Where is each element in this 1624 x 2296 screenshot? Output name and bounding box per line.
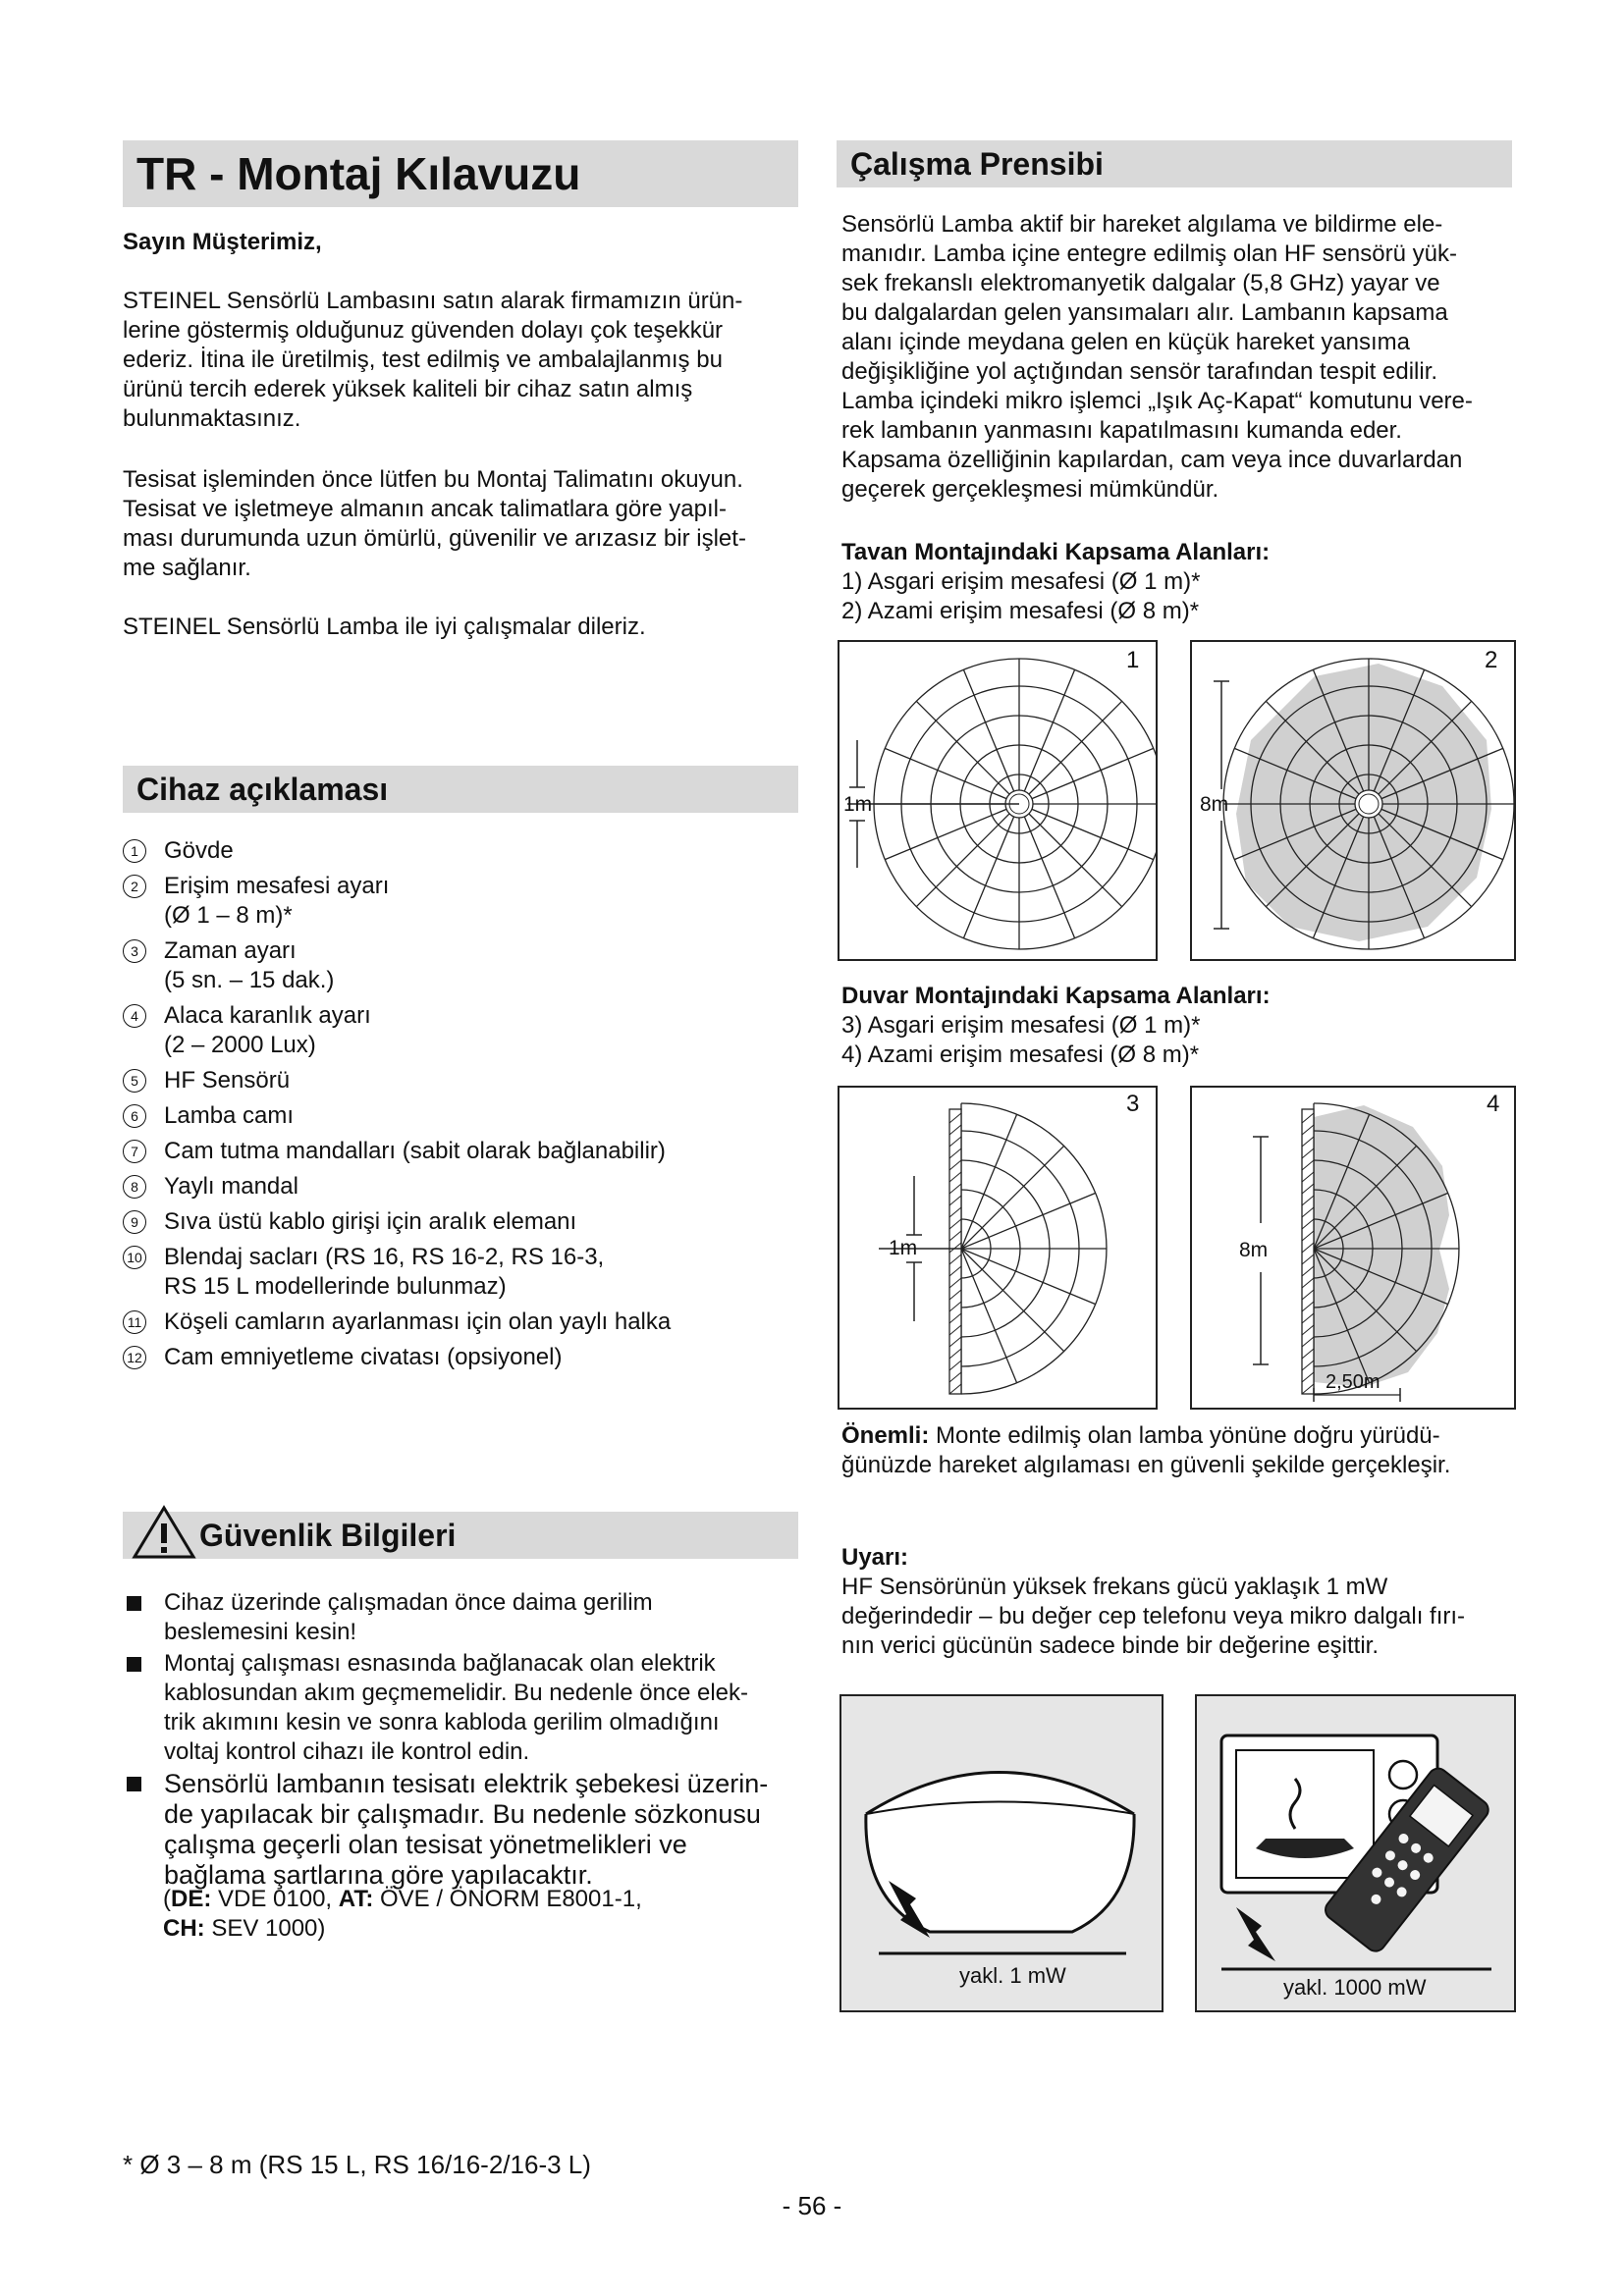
bullet-square-icon — [127, 1596, 141, 1611]
item-number-badge: 12 — [123, 1346, 146, 1369]
text-line: 3) Asgari erişim mesafesi (Ø 1 m)* — [841, 1012, 1201, 1039]
text-line: alanı içinde meydana gelen en küçük hareket yansıma — [841, 329, 1411, 355]
figure-ceiling-max — [1190, 640, 1516, 961]
text-line: 2) Azami erişim mesafesi (Ø 8 m)* — [841, 598, 1200, 624]
warning-paragraph — [841, 1543, 1465, 1661]
safety-item-text: bağlama şartlarına göre yapılacaktır. — [164, 1860, 593, 1890]
safety-item-text: beslemesini kesin! — [164, 1619, 357, 1645]
warning-title: Uyarı: — [841, 1544, 909, 1571]
item-number-badge: 4 — [123, 1004, 146, 1028]
fig2-label: 8m — [1200, 793, 1229, 816]
device-item-text: HF Sensörü — [164, 1067, 291, 1094]
item-number-badge: 11 — [123, 1310, 146, 1334]
ceiling-title: Tavan Montajındaki Kapsama Alanları: — [841, 539, 1271, 565]
text-line: STEINEL Sensörlü Lambasını satın alarak firmamızın ürün- — [123, 288, 743, 314]
device-item — [123, 1172, 798, 1201]
text-line: değişikliğine yol açtığından sensör tarafından tespit edilir. — [841, 358, 1438, 385]
norms-text — [163, 1885, 642, 1944]
safety-item-text: Montaj çalışması esnasında bağlanacak olan elektrik — [164, 1650, 716, 1677]
text-line: Sensörlü Lamba aktif bir hareket algılama ve bildirme ele- — [841, 211, 1443, 238]
safety-item — [123, 1588, 798, 1647]
text-line: Kapsama özelliğinin kapılardan, cam veya ince duvarlardan — [841, 447, 1463, 473]
device-item-text: Erişim mesafesi ayarı — [164, 873, 390, 899]
safety-item-text: voltaj kontrol cihazı ile kontrol edin. — [164, 1738, 530, 1765]
bullet-square-icon — [127, 1777, 141, 1791]
text-line: me sağlanır. — [123, 555, 251, 581]
fig3-label: 1m — [889, 1237, 918, 1259]
text-line: ması durumunda uzun ömürlü, güvenilir ve arızasız bir işlet- — [123, 525, 746, 552]
install-paragraph — [123, 465, 746, 583]
device-item-text: Gövde — [164, 837, 234, 864]
device-item-text: Sıva üstü kablo girişi için aralık elemanı — [164, 1208, 577, 1235]
safety-section-title — [123, 1512, 798, 1559]
figure-wall-min — [838, 1086, 1158, 1410]
page-title: TR - Montaj Kılavuzu — [123, 140, 798, 207]
important-note — [841, 1421, 1450, 1480]
warning-triangle-icon — [131, 1504, 197, 1561]
text-line: HF Sensörünün yüksek frekans gücü yaklaşık 1 mW — [841, 1574, 1388, 1600]
device-list — [123, 836, 798, 1378]
device-item-text: Yaylı mandal — [164, 1173, 298, 1200]
greeting: Sayın Müşterimiz, — [123, 229, 322, 255]
fig4-number: 4 — [1487, 1091, 1500, 1117]
item-number-badge: 7 — [123, 1140, 146, 1163]
safety-item-text: trik akımını kesin ve sonra kabloda gerilim olmadığını — [164, 1709, 720, 1735]
text-line: 1) Asgari erişim mesafesi (Ø 1 m)* — [841, 568, 1201, 595]
bullet-square-icon — [127, 1657, 141, 1672]
principle-paragraph — [841, 210, 1473, 505]
safety-item-text: kablosundan akım geçmemelidir. Bu nedenle önce elek- — [164, 1680, 749, 1706]
footnote: * Ø 3 – 8 m (RS 15 L, RS 16/16-2/16-3 L) — [123, 2150, 591, 2179]
principle-section-title: Çalışma Prensibi — [837, 140, 1512, 187]
norms-line-1: (DE: VDE 0100, AT: ÖVE / ÖNORM E8001-1, — [163, 1886, 642, 1912]
wall-coverage — [841, 982, 1271, 1070]
item-number-badge: 9 — [123, 1210, 146, 1234]
item-number-badge: 8 — [123, 1175, 146, 1199]
device-item — [123, 1137, 798, 1166]
device-item-text: RS 15 L modellerinde bulunmaz) — [164, 1273, 507, 1300]
power-label-phone: yakl. 1000 mW — [1283, 1975, 1427, 2000]
note-line-1: Önemli: Monte edilmiş olan lamba yönüne doğru yürüdü- — [841, 1422, 1440, 1449]
wall-title: Duvar Montajındaki Kapsama Alanları: — [841, 983, 1271, 1009]
item-number-badge: 6 — [123, 1104, 146, 1128]
text-line: bulunmaktasınız. — [123, 405, 301, 432]
device-item-text: Cam tutma mandalları (sabit olarak bağlanabilir) — [164, 1138, 666, 1164]
device-item-text: (5 sn. – 15 dak.) — [164, 967, 335, 993]
device-item — [123, 1343, 798, 1372]
device-item — [123, 1001, 798, 1060]
text-line: geçerek gerçekleşmesi mümkündür. — [841, 476, 1219, 503]
ceiling-min-diagram — [839, 642, 1156, 959]
device-item — [123, 1101, 798, 1131]
figure-ceiling-min — [838, 640, 1158, 961]
item-number-badge: 2 — [123, 875, 146, 898]
power-label-lamp: yakl. 1 mW — [959, 1963, 1066, 1988]
safety-item-text: de yapılacak bir çalışmadır. Bu nedenle sözkonusu — [164, 1799, 761, 1829]
safety-title-text: Güvenlik Bilgileri — [199, 1518, 457, 1553]
arrow-down-icon — [1236, 1907, 1275, 1961]
fig3-number: 3 — [1126, 1091, 1140, 1117]
text-line: 4) Azami erişim mesafesi (Ø 8 m)* — [841, 1041, 1200, 1068]
text-line: sek frekanslı elektromanyetik dalgalar (5,8 GHz) yayar ve — [841, 270, 1440, 296]
device-item-text: Alaca karanlık ayarı — [164, 1002, 371, 1029]
safety-item-text: Sensörlü lambanın tesisatı elektrik şebekesi üzerin- — [164, 1769, 769, 1798]
safety-item — [123, 1649, 798, 1767]
lamp-illustration — [841, 1696, 1162, 2010]
text-line: Tesisat işleminden önce lütfen bu Montaj Talimatını okuyun. — [123, 466, 743, 493]
device-item-text: (Ø 1 – 8 m)* — [164, 902, 293, 929]
safety-item — [123, 1769, 798, 1891]
ceiling-coverage — [841, 538, 1270, 626]
device-item-text: Lamba camı — [164, 1102, 295, 1129]
wall-min-diagram — [839, 1088, 1156, 1408]
figure-lamp-power — [839, 1694, 1164, 2012]
ceiling-max-diagram — [1192, 642, 1514, 959]
item-number-badge: 10 — [123, 1246, 146, 1269]
device-item — [123, 872, 798, 931]
device-item-text: (2 – 2000 Lux) — [164, 1032, 316, 1058]
fig4-label: 8m — [1239, 1239, 1269, 1261]
page-number: - 56 - — [782, 2191, 842, 2220]
item-number-badge: 5 — [123, 1069, 146, 1093]
device-item — [123, 1207, 798, 1237]
device-item — [123, 836, 798, 866]
wall-max-diagram — [1192, 1088, 1514, 1408]
device-item — [123, 1243, 798, 1302]
item-number-badge: 3 — [123, 939, 146, 963]
figure-wall-max — [1190, 1086, 1516, 1410]
item-number-badge: 1 — [123, 839, 146, 863]
device-item — [123, 1066, 798, 1095]
device-item — [123, 1308, 798, 1337]
device-item-text: Köşeli camların ayarlanması için olan yaylı halka — [164, 1308, 672, 1335]
microwave-phone-illustration — [1197, 1696, 1514, 2010]
fig4-dimension: 2,50m — [1326, 1371, 1380, 1393]
text-line: değerindedir – bu değer cep telefonu veya mikro dalgalı fırı- — [841, 1603, 1466, 1629]
safety-item-text: Cihaz üzerinde çalışmadan önce daima gerilim — [164, 1589, 653, 1616]
figure-phone-microwave-power — [1195, 1694, 1516, 2012]
fig1-number: 1 — [1126, 647, 1140, 673]
fig2-number: 2 — [1485, 647, 1498, 673]
closing-wish: STEINEL Sensörlü Lamba ile iyi çalışmalar dileriz. — [123, 614, 646, 640]
device-item-text: Zaman ayarı — [164, 937, 297, 964]
text-line: nın verici gücünün sadece binde bir değerine eşittir. — [841, 1632, 1380, 1659]
text-line: ederiz. İtina ile üretilmiş, test edilmiş ve ambalajlanmış bu — [123, 347, 723, 373]
intro-paragraph — [123, 287, 742, 434]
text-line: rek lambanın yanmasını kapatılmasını kumanda eder. — [841, 417, 1402, 444]
device-section-title: Cihaz açıklaması — [123, 766, 798, 813]
text-line: bu dalgalardan gelen yansımaları alır. Lambanın kapsama — [841, 299, 1448, 326]
text-line: ürünü tercih ederek yüksek kaliteli bir cihaz satın almış — [123, 376, 693, 402]
text-line: Tesisat ve işletmeye almanın ancak talimatlara göre yapıl- — [123, 496, 727, 522]
safety-item-text: çalışma geçerli olan tesisat yönetmelikleri ve — [164, 1830, 687, 1859]
device-item-text: Blendaj sacları (RS 16, RS 16-2, RS 16-3, — [164, 1244, 605, 1270]
device-item — [123, 936, 798, 995]
norms-line-2: CH: SEV 1000) — [163, 1915, 326, 1942]
text-line: Lamba içindeki mikro işlemci „Işık Aç-Kapat“ komutunu vere- — [841, 388, 1473, 414]
safety-list — [123, 1588, 798, 1893]
device-item-text: Cam emniyetleme civatası (opsiyonel) — [164, 1344, 563, 1370]
text-line: lerine göstermiş olduğunuz güvenden dolayı çok teşekkür — [123, 317, 724, 344]
text-line: manıdır. Lamba içine entegre edilmiş olan HF sensörü yük- — [841, 240, 1457, 267]
fig1-label: 1m — [843, 793, 873, 816]
note-line-2: ğünüzde hareket algılaması en güvenli şekilde gerçekleşir. — [841, 1452, 1451, 1478]
